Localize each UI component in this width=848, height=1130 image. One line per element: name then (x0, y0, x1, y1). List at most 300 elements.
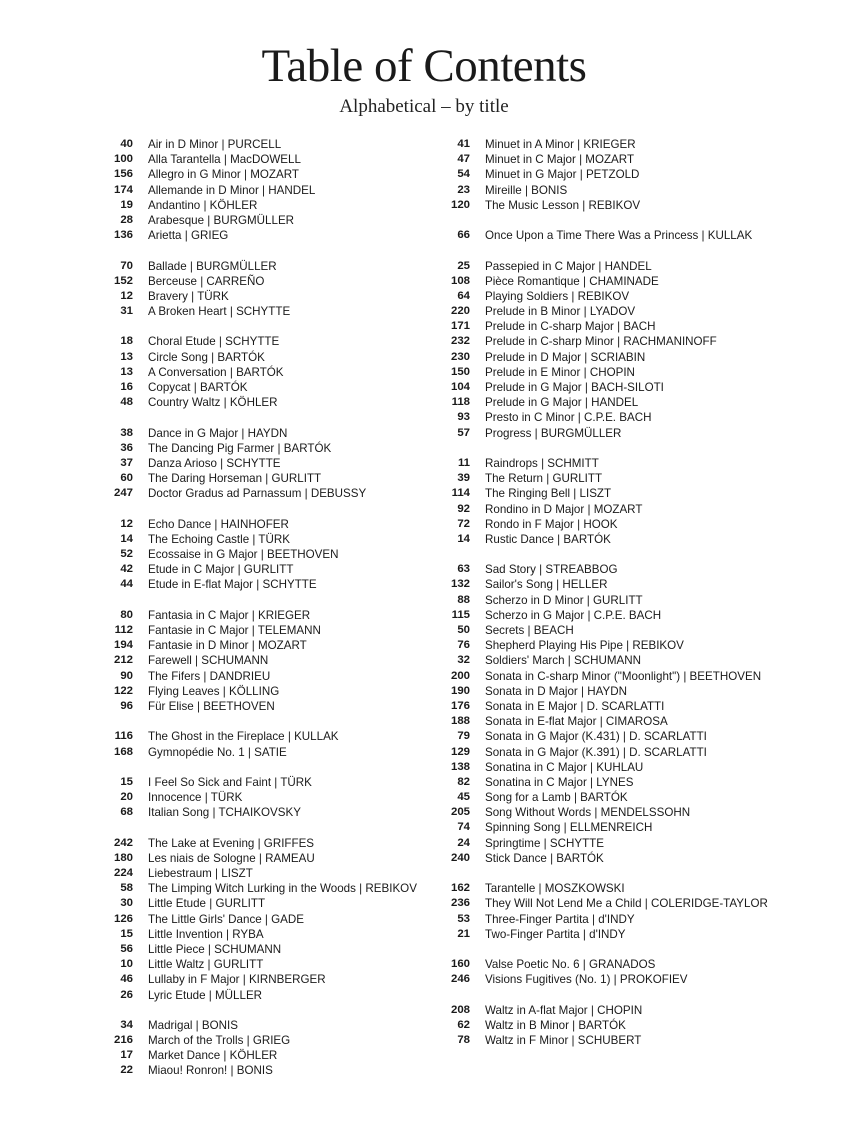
toc-page-number: 39 (457, 472, 470, 485)
toc-entry-title: Mireille | BONIS (485, 183, 568, 197)
toc-entry[interactable] (437, 471, 837, 486)
toc-entry[interactable] (437, 836, 837, 851)
toc-entry-title: Rondo in F Major | HOOK (485, 517, 618, 531)
toc-page-number: 76 (457, 639, 470, 652)
toc-entry[interactable] (437, 228, 837, 243)
toc-spacer (100, 1003, 445, 1018)
toc-spacer (100, 714, 445, 729)
toc-entry[interactable] (437, 1018, 837, 1033)
toc-entry-title: Etude in E-flat Major | SCHYTTE (148, 578, 317, 592)
toc-entry-title: Sonatina in C Major | LYNES (485, 775, 634, 789)
toc-entry[interactable] (437, 137, 837, 152)
toc-page-number: 232 (450, 335, 470, 348)
toc-page-number: 26 (120, 988, 133, 1001)
page-subtitle: Alphabetical – by title (339, 96, 509, 117)
toc-entry-title: Sonata in E Major | D. SCARLATTI (485, 699, 665, 713)
toc-entry[interactable] (100, 562, 445, 577)
toc-entry-title: Prelude in C-sharp Major | BACH (485, 320, 656, 334)
toc-entry-title: Raindrops | SCHMITT (485, 456, 599, 470)
toc-entry-title: Scherzo in D Minor | GURLITT (485, 593, 643, 607)
toc-entry[interactable] (437, 896, 837, 911)
toc-page-number: 220 (450, 305, 470, 318)
toc-entry[interactable] (100, 213, 445, 228)
toc-entry-title: Bravery | TÜRK (148, 289, 229, 303)
toc-page-number: 25 (457, 259, 470, 272)
toc-entry-title: Prelude in B Minor | LYADOV (485, 305, 636, 319)
toc-entry-title: Miaou! Ronron! | BONIS (148, 1064, 273, 1078)
toc-page-number: 56 (120, 942, 133, 955)
toc-entry[interactable] (437, 790, 837, 805)
toc-entry-title: Song for a Lamb | BARTÓK (485, 791, 628, 805)
toc-entry[interactable] (100, 972, 445, 987)
toc-spacer (437, 866, 837, 881)
page-title: Table of Contents (261, 40, 587, 92)
toc-page-number: 230 (450, 350, 470, 363)
toc-entry[interactable] (437, 608, 837, 623)
toc-entry-title: Little Piece | SCHUMANN (148, 942, 282, 956)
toc-page-number: 18 (120, 335, 133, 348)
toc-page-number: 82 (457, 775, 470, 788)
toc-entry[interactable] (437, 957, 837, 972)
toc-spacer (437, 988, 837, 1003)
toc-entry-title: The Daring Horseman | GURLITT (148, 472, 322, 486)
toc-entry[interactable] (100, 259, 445, 274)
toc-page-number: 28 (120, 213, 133, 226)
toc-entry-title: Echo Dance | HAINHOFER (148, 517, 289, 531)
toc-page-number: 78 (457, 1034, 470, 1047)
toc-entry[interactable] (437, 426, 837, 441)
toc-entry-title: Copycat | BARTÓK (148, 381, 248, 394)
toc-entry[interactable] (437, 486, 837, 501)
toc-entry-title: Fantasie in D Minor | MOZART (148, 639, 307, 653)
toc-entry-title: Sonata in C-sharp Minor ("Moonlight") | BEETHOVEN (485, 669, 762, 683)
toc-page-number: 93 (457, 411, 470, 424)
toc-entry[interactable] (100, 167, 445, 182)
toc-page-number: 47 (457, 153, 470, 166)
toc-page-number: 52 (120, 548, 133, 561)
toc-spacer (437, 547, 837, 562)
toc-entry-title: Once Upon a Time There Was a Princess | KULLAK (485, 229, 753, 243)
toc-entry[interactable] (437, 927, 837, 942)
toc-entry[interactable] (100, 836, 445, 851)
toc-entry[interactable] (437, 167, 837, 182)
toc-entry[interactable] (437, 410, 837, 425)
toc-entry-title: Für Elise | BEETHOVEN (148, 699, 275, 713)
toc-page-number: 180 (113, 851, 133, 864)
toc-entry[interactable] (437, 653, 837, 668)
toc-spacer (100, 760, 445, 775)
toc-entry-title: Sailor's Song | HELLER (485, 578, 608, 592)
toc-entry-title: The Lake at Evening | GRIFFES (148, 836, 315, 850)
toc-entry[interactable] (437, 198, 837, 213)
toc-page-number: 68 (120, 806, 133, 819)
toc-page-number: 12 (120, 517, 133, 530)
toc-entry-title: Allegro in G Minor | MOZART (148, 168, 299, 182)
toc-entry-title: The Dancing Pig Farmer | BARTÓK (148, 441, 332, 455)
toc-entry[interactable] (100, 988, 445, 1003)
toc-entry-title: Pièce Romantique | CHAMINADE (485, 274, 659, 288)
toc-entry[interactable] (100, 608, 445, 623)
toc-spacer (100, 410, 445, 425)
toc-entry[interactable] (100, 1063, 445, 1078)
toc-entry[interactable] (100, 547, 445, 562)
toc-page-number: 92 (457, 502, 470, 515)
toc-page-number: 63 (457, 563, 470, 576)
toc-entry-title: Visions Fugitives (No. 1) | PROKOFIEV (485, 973, 688, 987)
toc-entry-title: Les niais de Sologne | RAMEAU (148, 851, 315, 865)
toc-page-number: 118 (451, 396, 470, 409)
toc-entry-title: Innocence | TÜRK (148, 791, 243, 805)
toc-entry[interactable] (100, 183, 445, 198)
toc-entry-title: Minuet in A Minor | KRIEGER (485, 138, 636, 151)
toc-page-number: 32 (457, 654, 470, 667)
toc-entry[interactable] (100, 350, 445, 365)
toc-entry-title: Lyric Etude | MÜLLER (148, 988, 263, 1002)
toc-entry[interactable] (437, 562, 837, 577)
toc-page-number: 10 (120, 958, 133, 971)
toc-entry-title: Lullaby in F Major | KIRNBERGER (148, 973, 326, 987)
toc-entry-title: Ballade | BURGMÜLLER (148, 259, 277, 273)
toc-page-number: 114 (451, 487, 470, 500)
toc-page-number: 13 (120, 350, 133, 363)
toc-page-number: 115 (451, 608, 470, 621)
toc-page-number: 24 (457, 836, 470, 849)
toc-page-number: 104 (450, 381, 470, 393)
toc-entry[interactable] (437, 972, 837, 987)
toc-entry[interactable] (437, 350, 837, 365)
toc-entry-title: The Echoing Castle | TÜRK (148, 532, 290, 546)
toc-entry[interactable] (100, 653, 445, 668)
toc-entry-title: Shepherd Playing His Pipe | REBIKOV (485, 639, 684, 653)
toc-page-number: 45 (457, 791, 470, 804)
toc-entry[interactable] (437, 775, 837, 790)
toc-page-number: 37 (120, 456, 133, 469)
toc-entry[interactable] (100, 152, 445, 167)
toc-entry-title: Sonata in G Major (K.391) | D. SCARLATTI (485, 745, 707, 759)
toc-entry-title: Little Waltz | GURLITT (148, 958, 264, 972)
toc-entry[interactable] (437, 623, 837, 638)
toc-entry-title: Doctor Gradus ad Parnassum | DEBUSSY (148, 487, 367, 501)
toc-entry-title: Sonata in G Major (K.431) | D. SCARLATTI (485, 730, 707, 744)
toc-page-number: 112 (114, 624, 133, 636)
toc-entry[interactable] (100, 623, 445, 638)
toc-entry-title: The Fifers | DANDRIEU (148, 669, 271, 683)
toc-entry-title: Stick Dance | BARTÓK (485, 851, 604, 865)
toc-page-number: 66 (457, 229, 470, 242)
toc-entry[interactable] (437, 274, 837, 289)
toc-entry[interactable] (437, 593, 837, 608)
toc-page-number: 31 (120, 305, 133, 318)
toc-page-number: 41 (457, 138, 470, 150)
toc-page-number: 100 (113, 153, 133, 166)
toc-spacer (437, 942, 837, 957)
toc-entry[interactable] (100, 1033, 445, 1048)
toc-column-right (437, 137, 837, 1048)
toc-page-number: 212 (113, 654, 133, 667)
toc-entry[interactable] (437, 183, 837, 198)
toc-entry[interactable] (437, 517, 837, 532)
toc-page-number: 174 (113, 183, 133, 196)
toc-page-number: 176 (450, 699, 470, 712)
toc-entry[interactable] (100, 228, 445, 243)
toc-entry[interactable] (100, 805, 445, 820)
toc-page-number: 50 (457, 624, 470, 636)
toc-page-number: 236 (450, 897, 470, 910)
toc-entry[interactable] (437, 395, 837, 410)
toc-page-number: 190 (450, 684, 470, 697)
toc-entry-title: A Broken Heart | SCHYTTE (148, 305, 291, 319)
toc-entry-title: I Feel So Sick and Faint | TÜRK (148, 775, 312, 789)
toc-entry[interactable] (100, 699, 445, 714)
toc-entry[interactable] (100, 532, 445, 547)
toc-page-number: 129 (450, 745, 470, 758)
toc-entry[interactable] (437, 152, 837, 167)
toc-page-number: 38 (120, 426, 133, 439)
toc-spacer (437, 213, 837, 228)
toc-entry-title: Arietta | GRIEG (148, 229, 229, 243)
toc-page-number: 62 (457, 1018, 470, 1031)
toc-page-number: 20 (120, 791, 133, 804)
toc-page-number: 120 (450, 198, 470, 211)
toc-page-number: 224 (113, 867, 133, 879)
toc-page-number: 23 (457, 183, 470, 196)
toc-entry[interactable] (437, 1033, 837, 1048)
toc-entry-title: Gymnopédie No. 1 | SATIE (148, 745, 287, 759)
toc-entry-title: Little Etude | GURLITT (148, 897, 266, 911)
toc-entry[interactable] (100, 927, 445, 942)
toc-entry-title: Alla Tarantella | MacDOWELL (148, 153, 301, 167)
toc-entry-title: Sonata in D Major | HAYDN (485, 684, 627, 698)
toc-entry-title: Farewell | SCHUMANN (148, 654, 269, 668)
toc-entry-title: Allemande in D Minor | HANDEL (148, 183, 316, 197)
toc-page-number: 22 (120, 1064, 133, 1077)
toc-page-number: 168 (113, 745, 133, 758)
toc-entry[interactable] (100, 486, 445, 501)
toc-entry-title: Waltz in B Minor | BARTÓK (485, 1018, 626, 1032)
toc-entry-title: Italian Song | TCHAIKOVSKY (148, 806, 301, 820)
toc-page-number: 15 (120, 775, 133, 788)
toc-entry-title: Soldiers' March | SCHUMANN (485, 654, 641, 668)
toc-entry-title: Spinning Song | ELLMENREICH (485, 821, 653, 835)
toc-entry[interactable] (100, 365, 445, 380)
toc-entry[interactable] (100, 471, 445, 486)
toc-entry-title: Valse Poetic No. 6 | GRANADOS (485, 958, 656, 972)
toc-entry[interactable] (100, 729, 445, 744)
toc-column-left (100, 137, 445, 1079)
toc-entry[interactable] (100, 289, 445, 304)
toc-entry[interactable] (100, 274, 445, 289)
toc-entry[interactable] (437, 699, 837, 714)
toc-entry-title: A Conversation | BARTÓK (148, 365, 284, 379)
toc-entry[interactable] (100, 1048, 445, 1063)
toc-spacer (437, 243, 837, 258)
toc-entry-title: Secrets | BEACH (485, 624, 574, 637)
toc-entry[interactable] (437, 502, 837, 517)
toc-entry-title: Danza Arioso | SCHYTTE (148, 456, 281, 470)
toc-entry[interactable] (437, 259, 837, 274)
toc-spacer (100, 502, 445, 517)
toc-page-number: 74 (457, 821, 470, 834)
toc-entry-title: Rustic Dance | BARTÓK (485, 532, 611, 546)
toc-page-number: 132 (450, 578, 470, 591)
toc-entry-title: Ecossaise in G Major | BEETHOVEN (148, 548, 339, 562)
toc-page-number: 79 (457, 730, 470, 743)
toc-entry[interactable] (437, 638, 837, 653)
toc-entry[interactable] (437, 729, 837, 744)
toc-page-number: 162 (450, 882, 470, 895)
toc-entry-title: Arabesque | BURGMÜLLER (148, 213, 295, 227)
toc-entry[interactable] (437, 684, 837, 699)
toc-entry-title: Minuet in C Major | MOZART (485, 153, 635, 167)
toc-entry-title: Sad Story | STREABBOG (485, 563, 618, 577)
toc-entry-title: The Return | GURLITT (485, 472, 603, 486)
toc-entry-title: Progress | BURGMÜLLER (485, 426, 622, 440)
toc-page-number: 108 (450, 274, 470, 287)
toc-page-number: 19 (120, 198, 133, 211)
toc-entry[interactable] (100, 380, 445, 395)
toc-entry-title: Waltz in A-flat Major | CHOPIN (485, 1003, 643, 1017)
toc-entry[interactable] (437, 805, 837, 820)
toc-entry[interactable] (437, 365, 837, 380)
toc-page-number: 188 (450, 715, 470, 728)
toc-entry[interactable] (100, 577, 445, 592)
toc-entry[interactable] (437, 1003, 837, 1018)
toc-entry-title: Prelude in G Major | BACH-SILOTI (485, 381, 664, 394)
toc-entry[interactable] (437, 456, 837, 471)
toc-entry-title: Dance in G Major | HAYDN (148, 426, 288, 440)
toc-entry-title: Flying Leaves | KÖLLING (148, 684, 280, 698)
toc-entry-title: The Limping Witch Lurking in the Woods | REBIKOV (148, 882, 417, 896)
toc-entry[interactable] (437, 912, 837, 927)
toc-entry-title: Fantasie in C Major | TELEMANN (148, 624, 321, 637)
toc-entry[interactable] (437, 380, 837, 395)
toc-entry-title: Berceuse | CARREÑO (148, 274, 265, 288)
toc-page-number: 54 (457, 168, 470, 181)
toc-entry[interactable] (100, 745, 445, 760)
toc-entry[interactable] (437, 532, 837, 547)
toc-spacer (100, 319, 445, 334)
toc-page-number: 200 (450, 669, 470, 682)
toc-page-number: 194 (113, 639, 133, 652)
toc-entry[interactable] (100, 137, 445, 152)
toc-entry-title: Song Without Words | MENDELSSOHN (485, 806, 691, 820)
toc-page-number: 80 (120, 608, 133, 621)
toc-entry[interactable] (100, 775, 445, 790)
toc-entry-title: The Ghost in the Fireplace | KULLAK (148, 730, 339, 744)
toc-page-number: 60 (120, 472, 133, 485)
toc-entry-title: Fantasia in C Major | KRIEGER (148, 608, 311, 622)
toc-page-number: 171 (450, 320, 470, 333)
toc-page-number: 30 (120, 897, 133, 910)
toc-entry[interactable] (100, 684, 445, 699)
toc-entry[interactable] (100, 638, 445, 653)
toc-page-number: 13 (120, 365, 133, 378)
toc-entry[interactable] (437, 760, 837, 775)
toc-entry-title: Little Invention | RYBA (148, 927, 264, 941)
toc-entry[interactable] (100, 851, 445, 866)
toc-entry[interactable] (100, 304, 445, 319)
toc-page-number: 46 (120, 973, 133, 986)
toc-entry-title: Minuet in G Major | PETZOLD (485, 168, 640, 182)
toc-entry-title: They Will Not Lend Me a Child | COLERIDGE-TAYLOR (485, 897, 768, 911)
toc-entry-title: Tarantelle | MOSZKOWSKI (485, 882, 625, 896)
toc-entry-title: Two-Finger Partita | d'INDY (485, 927, 626, 941)
toc-entry[interactable] (437, 304, 837, 319)
toc-entry[interactable] (437, 820, 837, 835)
toc-entry-title: Circle Song | BARTÓK (148, 350, 265, 364)
toc-page-number: 246 (450, 973, 470, 986)
toc-page-number: 42 (120, 563, 133, 576)
toc-entry-title: Springtime | SCHYTTE (485, 836, 604, 850)
toc-page-number: 156 (113, 168, 133, 181)
toc-entry[interactable] (100, 942, 445, 957)
toc-entry[interactable] (100, 881, 445, 896)
toc-page-number: 208 (450, 1003, 470, 1016)
toc-page-number: 21 (457, 927, 470, 940)
toc-entry[interactable] (100, 896, 445, 911)
toc-entry[interactable] (437, 881, 837, 896)
toc-page-number: 88 (457, 593, 470, 606)
toc-page-number: 242 (113, 836, 133, 849)
toc-page-number: 14 (120, 532, 133, 545)
toc-entry[interactable] (437, 577, 837, 592)
toc-page-number: 96 (120, 699, 133, 712)
toc-entry[interactable] (100, 426, 445, 441)
toc-page-number: 136 (113, 229, 133, 242)
toc-page-number: 138 (450, 760, 470, 773)
toc-entry[interactable] (100, 1018, 445, 1033)
toc-entry[interactable] (100, 456, 445, 471)
toc-entry[interactable] (437, 851, 837, 866)
toc-page-number: 205 (450, 806, 470, 819)
toc-entry[interactable] (100, 441, 445, 456)
toc-entry[interactable] (437, 319, 837, 334)
toc-entry-title: Rondino in D Major | MOZART (485, 502, 643, 516)
toc-entry[interactable] (100, 334, 445, 349)
toc-entry[interactable] (437, 334, 837, 349)
toc-entry[interactable] (437, 669, 837, 684)
toc-entry-title: Prelude in D Major | SCRIABIN (485, 350, 646, 364)
toc-entry[interactable] (100, 517, 445, 532)
toc-page-number: 15 (120, 927, 133, 940)
toc-entry[interactable] (100, 790, 445, 805)
toc-spacer (100, 243, 445, 258)
toc-page-number: 16 (120, 381, 133, 393)
toc-entry-title: Liebestraum | LISZT (148, 867, 253, 880)
toc-entry[interactable] (437, 745, 837, 760)
toc-entry-title: Choral Etude | SCHYTTE (148, 335, 280, 349)
toc-entry-title: Scherzo in G Major | C.P.E. BACH (485, 608, 662, 622)
toc-entry[interactable] (100, 395, 445, 410)
toc-entry-title: Prelude in C-sharp Minor | RACHMANINOFF (485, 335, 717, 349)
toc-entry-title: Air in D Minor | PURCELL (148, 138, 282, 151)
toc-entry[interactable] (100, 198, 445, 213)
toc-entry[interactable] (100, 669, 445, 684)
toc-entry[interactable] (100, 866, 445, 881)
toc-entry[interactable] (437, 714, 837, 729)
toc-page-number: 240 (450, 851, 470, 864)
toc-entry[interactable] (100, 912, 445, 927)
toc-entry[interactable] (437, 289, 837, 304)
toc-entry-title: Playing Soldiers | REBIKOV (485, 289, 630, 303)
toc-page-number: 160 (450, 958, 470, 971)
toc-page-number: 70 (120, 259, 133, 272)
toc-spacer (437, 441, 837, 456)
toc-page-number: 247 (113, 487, 133, 500)
toc-entry[interactable] (100, 957, 445, 972)
toc-entry-title: Prelude in G Major | HANDEL (485, 396, 639, 410)
toc-entry-title: Three-Finger Partita | d'INDY (485, 912, 635, 926)
